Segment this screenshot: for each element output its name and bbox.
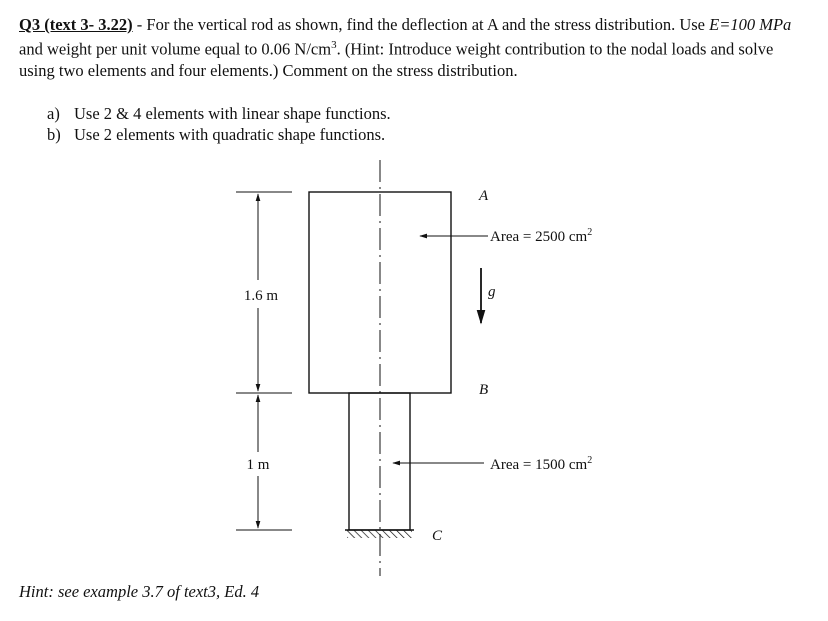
- question-separator: -: [132, 15, 147, 34]
- lower-area-label: Area = 1500 $cm^2$: [490, 455, 593, 473]
- sub-question-a-text: Use 2 & 4 elements with linear shape functions.: [74, 104, 391, 123]
- question-text-part2: and weight per unit volume equal to 0.06 N/cm: [19, 39, 332, 59]
- modulus-value: E=100 MPa: [709, 15, 792, 34]
- question-text-part3: . (Hint: Introduce weight contribution to the nodal loads and solve using two elements and four elements.) Comment on the stress distribution.: [19, 39, 774, 80]
- point-b-label: B: [479, 382, 489, 398]
- sub-question-b-label: b): [47, 125, 61, 144]
- question-text-part1: For the vertical rod as shown, find the deflection at A and the stress distribution. Use: [146, 15, 710, 34]
- unit-exponent: 3: [331, 39, 337, 51]
- point-a-label: A: [479, 188, 489, 204]
- gravity-label: g: [488, 284, 496, 300]
- upper-area-label: Area = 2500 $cm^2$: [490, 227, 593, 245]
- sub-question-a-label: a): [47, 104, 60, 123]
- dim-lower-label: 1 m: [246, 457, 270, 473]
- question-label: Q3 (text 3- 3.22): [19, 15, 133, 34]
- point-c-label: C: [432, 528, 443, 544]
- hint-text: Hint: see example 3.7 of text3, Ed. 4: [19, 582, 260, 601]
- dim-upper-label: 1.6 m: [243, 288, 279, 304]
- ground-support-hatch: [347, 530, 412, 538]
- sub-question-b-text: Use 2 elements with quadratic shape functions.: [74, 125, 386, 144]
